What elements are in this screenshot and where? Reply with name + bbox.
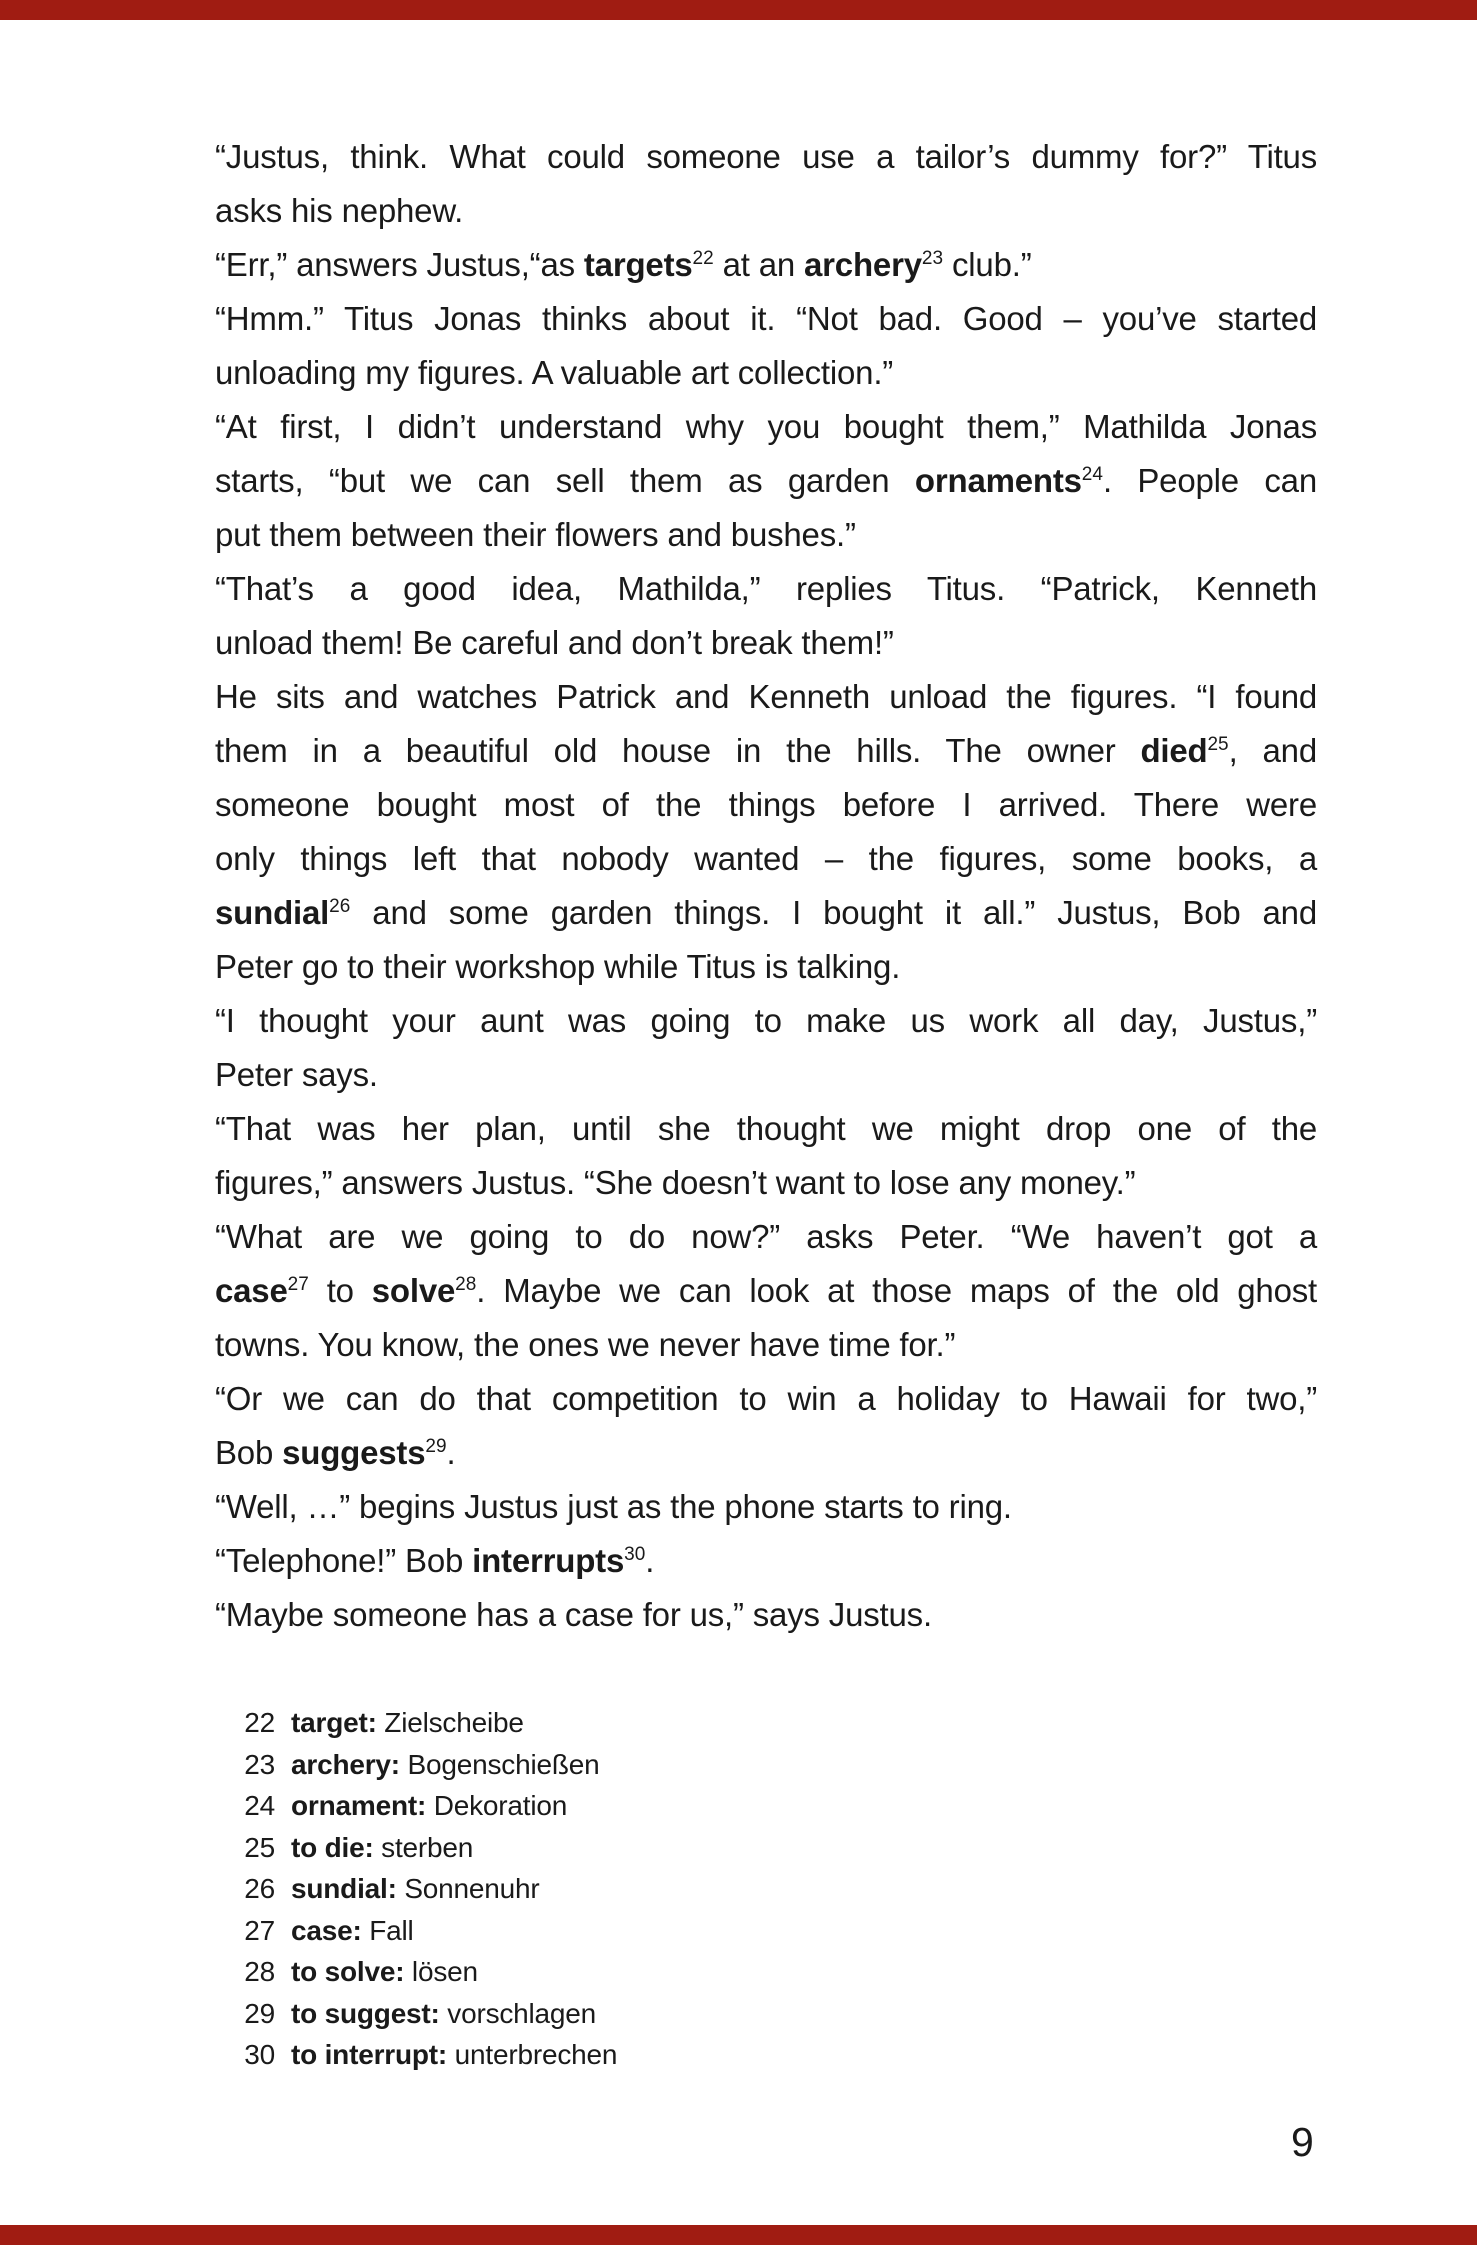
vocab-row	[215, 1910, 1115, 1952]
footnote-ref: 27	[287, 1274, 309, 1295]
story-segment: “I thought your aunt was going to make us work all day, Justus,”	[215, 1002, 1317, 1039]
story-line	[215, 184, 1317, 238]
vocab-definition: sterben	[373, 1831, 474, 1863]
vocab-term: ornament:	[291, 1790, 427, 1821]
story-segment: “Telephone!” Bob	[215, 1542, 473, 1579]
story-line	[215, 1102, 1317, 1156]
story-line	[215, 1210, 1317, 1264]
story-line	[215, 508, 1317, 562]
story-line	[215, 1318, 1317, 1372]
story-segment: and some garden things. I bought it all.” Justus, Bob and	[350, 894, 1317, 931]
vocab-row	[215, 1702, 1115, 1744]
story-segment: “Hmm.” Titus Jonas thinks about it. “Not bad. Good – you’ve started	[215, 300, 1317, 337]
story-line	[215, 238, 1317, 292]
story-segment: “Or we can do that competition to win a holiday to Hawaii for two,”	[215, 1380, 1317, 1417]
story-segment: . Maybe we can look at those maps of the old ghost	[476, 1272, 1318, 1309]
story-segment: “Justus, think. What could someone use a tailor’s dummy for?” Titus	[215, 138, 1317, 175]
vocab-term: sundial:	[291, 1873, 397, 1904]
vocab-term: archery:	[291, 1748, 400, 1780]
story-line	[215, 724, 1317, 778]
vocabulary-list	[215, 1702, 1115, 2076]
footnote-ref: 28	[455, 1274, 477, 1295]
top-accent-bar	[0, 0, 1477, 20]
footnote-ref: 26	[329, 896, 351, 917]
story-line	[215, 886, 1317, 940]
story-segment: He sits and watches Patrick and Kenneth unload the figures. “I found	[215, 678, 1317, 715]
story-line	[215, 1426, 1317, 1480]
story-segment: “Err,” answers Justus,“as	[215, 246, 584, 283]
story-line	[215, 346, 1317, 400]
story-line	[215, 1048, 1317, 1102]
footnote-ref: 29	[425, 1436, 447, 1457]
story-segment: “That was her plan, until she thought we might drop one of the	[215, 1110, 1317, 1147]
story-line	[215, 994, 1317, 1048]
vocab-number: 25	[244, 1831, 275, 1863]
vocab-number: 26	[244, 1873, 275, 1904]
vocab-definition: Fall	[361, 1914, 414, 1946]
vocab-number: 29	[244, 1997, 275, 2029]
story-segment: “Maybe someone has a case for us,” says Justus.	[215, 1596, 932, 1633]
story-segment: unload them! Be careful and don’t break them!”	[215, 624, 894, 661]
vocab-term: to solve:	[291, 1956, 405, 1987]
story-line	[215, 400, 1317, 454]
vocab-row	[215, 1827, 1115, 1869]
story-segment: died	[1140, 732, 1208, 769]
vocab-row	[215, 2034, 1115, 2076]
vocab-number: 22	[244, 1707, 275, 1738]
story-segment: “That’s a good idea, Mathilda,” replies Titus. “Patrick, Kenneth	[215, 570, 1317, 607]
vocab-number: 28	[244, 1956, 275, 1987]
story-segment: Peter says.	[215, 1056, 378, 1093]
story-line	[215, 130, 1317, 184]
story-line	[215, 940, 1317, 994]
story-segment: unloading my figures. A valuable art collection.”	[215, 354, 894, 391]
story-segment: Peter go to their workshop while Titus is talking.	[215, 948, 901, 985]
footnote-ref: 25	[1207, 734, 1229, 755]
story-line	[215, 1264, 1317, 1318]
vocab-row	[215, 1868, 1115, 1910]
vocab-definition: Bogenschießen	[399, 1748, 600, 1780]
vocab-definition: Zielscheibe	[376, 1707, 524, 1738]
story-segment: only things left that nobody wanted – the figures, some books, a	[215, 840, 1317, 877]
vocab-number: 27	[244, 1914, 275, 1946]
story-segment: club.”	[943, 246, 1032, 283]
vocab-term: case:	[291, 1914, 362, 1946]
story-segment: at an	[713, 246, 805, 283]
vocab-definition: Sonnenuhr	[396, 1873, 540, 1904]
vocab-row	[215, 1785, 1115, 1827]
story-segment: sundial	[215, 894, 330, 931]
story-segment: asks his nephew.	[215, 192, 464, 229]
story-line	[215, 670, 1317, 724]
story-line	[215, 454, 1317, 508]
vocab-definition: unterbrechen	[447, 2039, 618, 2070]
story-line	[215, 1480, 1317, 1534]
story-segment: “What are we going to do now?” asks Peter. “We haven’t got a	[215, 1218, 1317, 1255]
vocab-term: to suggest:	[291, 1997, 440, 2029]
story-segment: put them between their flowers and bushes.”	[215, 516, 856, 553]
bottom-accent-bar	[0, 2225, 1477, 2245]
page-number: 9	[1291, 2119, 1314, 2165]
vocab-definition: lösen	[404, 1956, 478, 1987]
story-segment: .	[446, 1434, 456, 1471]
story-segment: , and	[1228, 732, 1317, 769]
story-segment: case	[215, 1272, 288, 1309]
footnote-ref: 24	[1081, 464, 1103, 485]
story-segment: interrupts	[472, 1542, 625, 1579]
story-segment: towns. You know, the ones we never have time for.”	[215, 1326, 956, 1363]
story-segment: archery	[804, 246, 922, 283]
story-segment: starts, “but we can sell them as garden	[215, 462, 915, 499]
story-segment: ornaments	[914, 462, 1082, 499]
story-segment: targets	[583, 246, 693, 283]
story-segment: “Well, …” begins Justus just as the phone starts to ring.	[215, 1488, 1012, 1525]
story-segment: someone bought most of the things before I arrived. There were	[215, 786, 1317, 823]
vocab-number: 23	[244, 1748, 275, 1780]
story-segment: “At first, I didn’t understand why you bought them,” Mathilda Jonas	[215, 408, 1317, 445]
vocab-term: to interrupt:	[291, 2039, 448, 2070]
story-line	[215, 292, 1317, 346]
story-segment: figures,” answers Justus. “She doesn’t want to lose any money.”	[215, 1164, 1136, 1201]
vocab-row	[215, 1951, 1115, 1993]
story-line	[215, 1156, 1317, 1210]
story-segment: Bob	[215, 1434, 283, 1471]
story-line	[215, 832, 1317, 886]
story-segment: . People can	[1102, 462, 1317, 499]
footnote-ref: 22	[692, 248, 714, 269]
story-line	[215, 1372, 1317, 1426]
vocab-row	[215, 1744, 1115, 1786]
vocab-row	[215, 1993, 1115, 2035]
story-segment: to	[308, 1272, 372, 1309]
story-line	[215, 1588, 1317, 1642]
vocab-term: target:	[291, 1707, 377, 1738]
vocab-number: 24	[244, 1790, 275, 1821]
vocab-definition: Dekoration	[426, 1790, 568, 1821]
vocab-definition: vorschlagen	[439, 1997, 597, 2029]
vocab-number: 30	[244, 2039, 275, 2070]
footnote-ref: 23	[921, 248, 944, 269]
story-segment: .	[645, 1542, 655, 1579]
story-line	[215, 562, 1317, 616]
vocab-term: to die:	[291, 1831, 374, 1863]
story-line	[215, 1534, 1317, 1588]
story-segment: solve	[371, 1272, 456, 1309]
story-line	[215, 616, 1317, 670]
story-segment: them in a beautiful old house in the hills. The owner	[215, 732, 1141, 769]
story-text	[215, 130, 1317, 1642]
story-line	[215, 778, 1317, 832]
story-segment: suggests	[282, 1434, 426, 1471]
footnote-ref: 30	[624, 1544, 646, 1565]
